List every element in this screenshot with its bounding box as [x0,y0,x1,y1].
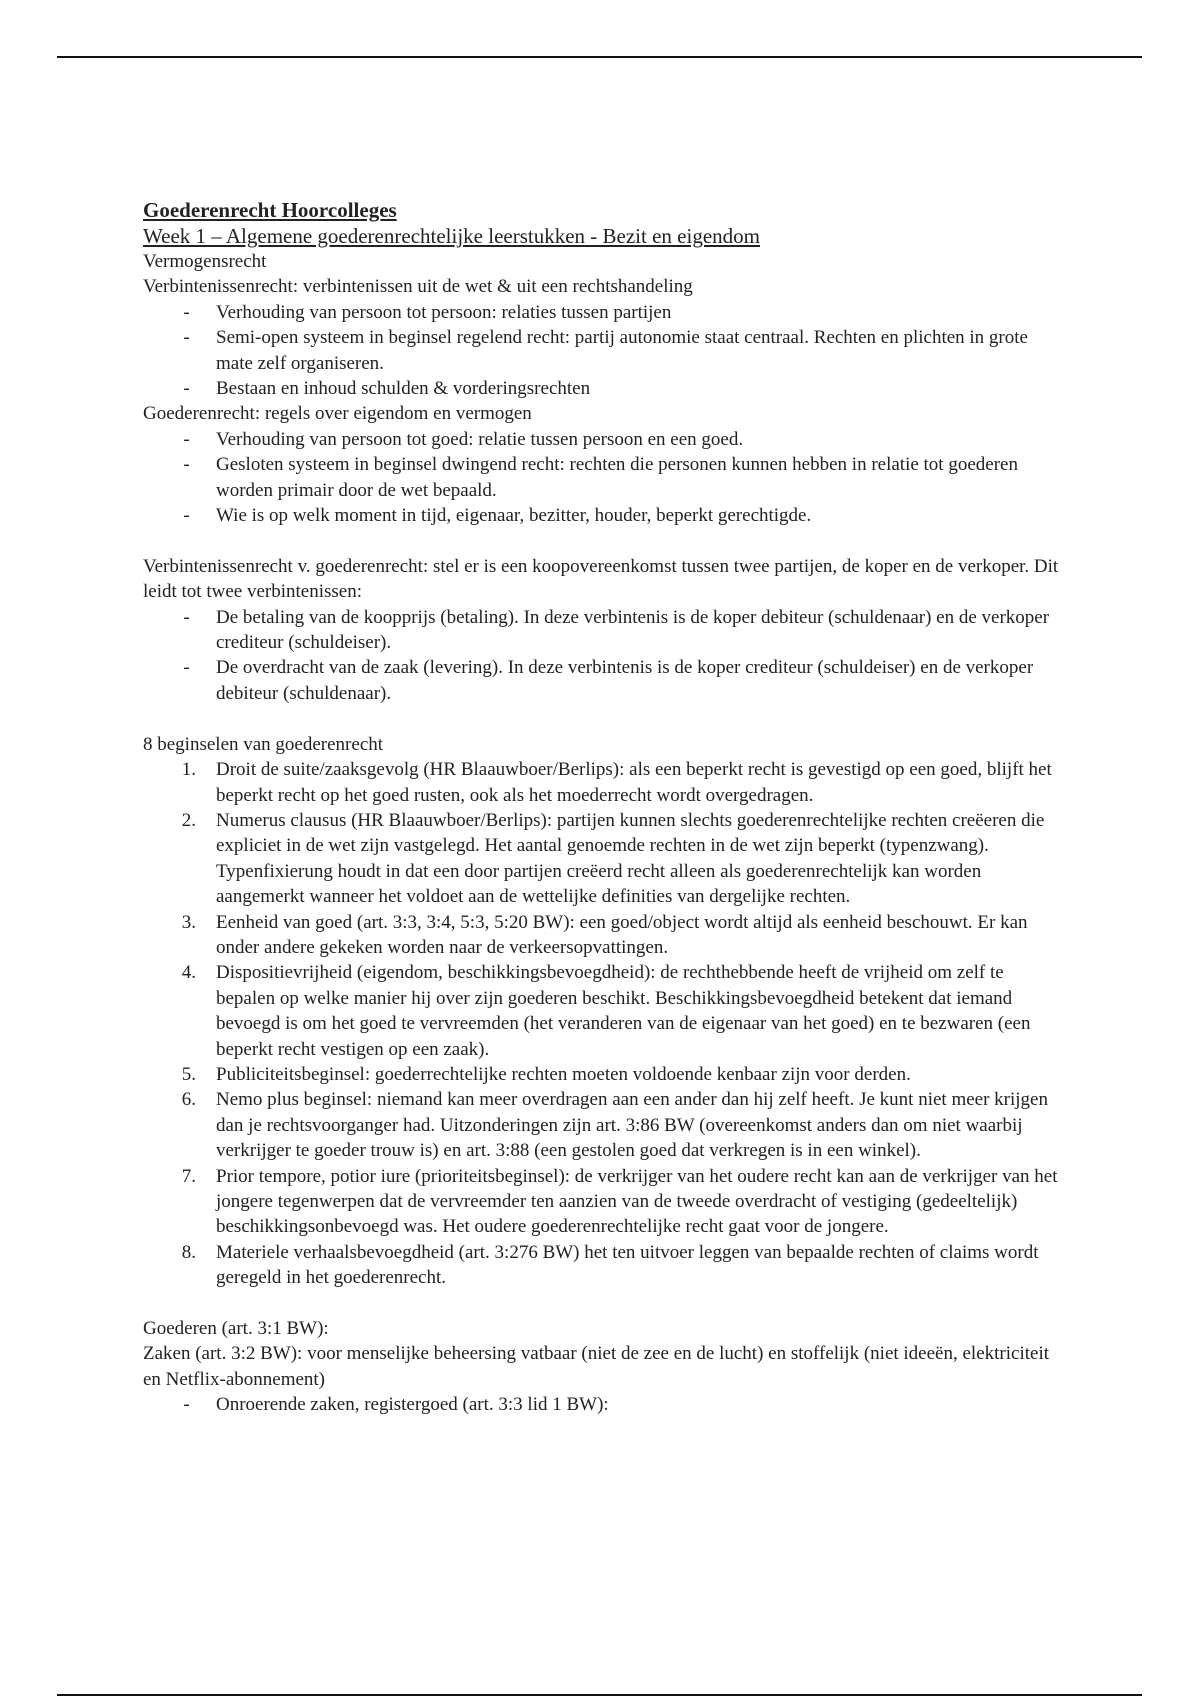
list-item: - Wie is op welk moment in tijd, eigenaar, bezitter, houder, beperkt gerechtigde. [143,503,1063,528]
list-item: 5. Publiciteitsbeginsel: goederrechtelijke rechten moeten voldoende kenbaar zijn voor derden. [143,1062,1063,1087]
list-item: - Onroerende zaken, registergoed (art. 3:3 lid 1 BW): [143,1392,1063,1417]
goederenrecht-heading: Goederenrecht: regels over eigendom en vermogen [143,403,532,425]
beginselen-heading: 8 beginselen van goederenrecht [143,733,384,755]
list-number: 8. [181,1241,196,1263]
spacer [143,1291,1063,1316]
bullet-dash: - [183,428,190,450]
vergelijking-paragraph: Verbintenissenrecht v. goederenrecht: stel er is een koopovereenkomst tussen twee partijen, de koper en de verkoper. Dit leidt tot twee verbintenissen: [143,555,1059,603]
list-number: 7. [181,1165,196,1187]
list-item: 2. Numerus clausus (HR Blaauwboer/Berlips): partijen kunnen slechts goederenrechtelijke rechten creëeren die expliciet in de wet zijn vastgelegd. Het aantal genoemde rechten in de wet zijn beperkt (typenzwang). Typenfixierung houdt in dat een door partijen creëerd recht alleen als goederenrechtelijk kan worden aangemerkt wanneer het voldoet aan de wettelijke definities van dergelijke rechten. [143,808,1063,910]
list-number: 1. [181,759,196,781]
bullet-dash: - [183,1394,190,1416]
verbintenissenrecht-list [143,300,1063,402]
zaken-line: Zaken (art. 3:2 BW): voor menselijke beheersing vatbaar (niet de zee en de lucht) en stoffelijk (niet ideeën, elektriciteit en Netflix-abonnement) [143,1343,1049,1390]
section-intro: Vermogensrecht [143,251,267,272]
list-number: 3. [181,911,196,933]
zaken-list [143,1392,1063,1417]
list-item: 1. Droit de suite/zaaksgevolg (HR Blaauwboer/Berlips): als een beperkt recht is gevestigd op een goed, blijft het beperkt recht op het goed rusten, ook als het moederrecht wordt overgedragen. [143,757,1063,808]
document-body [143,197,1063,1418]
list-item: - Verhouding van persoon tot persoon: relaties tussen partijen [143,300,1063,325]
list-number: 5. [181,1063,196,1085]
vergelijking-list [143,605,1063,707]
bullet-dash: - [183,301,190,323]
header-rule [57,56,1142,58]
bullet-dash: - [183,657,190,679]
beginselen-list [143,757,1063,1291]
spacer [143,706,1063,731]
list-item: 8. Materiele verhaalsbevoegdheid (art. 3:276 BW) het ten uitvoer leggen van bepaalde rechten of claims wordt geregeld in het goederenrecht. [143,1240,1063,1291]
bullet-dash: - [183,454,190,476]
document-subtitle: Week 1 – Algemene goederenrechtelijke leerstukken - Bezit en eigendom [143,224,760,248]
document-title: Goederenrecht Hoorcolleges [143,198,397,222]
goederenrecht-list [143,427,1063,529]
footer-rule [57,1694,1142,1696]
list-item: - De betaling van de koopprijs (betaling). In deze verbintenis is de koper debiteur (schuldenaar) en de verkoper crediteur (schuldeiser). [143,605,1063,656]
bullet-dash: - [183,606,190,628]
list-item: - Semi-open systeem in beginsel regelend recht: partij autonomie staat centraal. Rechten en plichten in grote mate zelf organiseren. [143,325,1063,376]
list-item: 4. Dispositievrijheid (eigendom, beschikkingsbevoegdheid): de rechthebbende heeft de vrijheid om zelf te bepalen op welke manier hij over zijn goederen beschikt. Beschikkingsbevoegdheid betekent dat iemand bevoegd is om het goed te vervreemden (het veranderen van de eigenaar van het goed) en te bezwaren (een beperkt recht vestigen op een zaak). [143,960,1063,1062]
list-item: - Gesloten systeem in beginsel dwingend recht: rechten die personen kunnen hebben in relatie tot goederen worden primair door de wet bepaald. [143,452,1063,503]
spacer [143,528,1063,553]
list-item: 3. Eenheid van goed (art. 3:3, 3:4, 5:3, 5:20 BW): een goed/object wordt altijd als eenheid beschouwt. Er kan onder andere gekeken worden naar de verkeersopvattingen. [143,910,1063,961]
list-item: - Verhouding van persoon tot goed: relatie tussen persoon en een goed. [143,427,1063,452]
list-number: 6. [181,1089,196,1111]
bullet-dash: - [183,327,190,349]
bullet-dash: - [183,378,190,400]
list-number: 4. [181,962,196,984]
list-item: 6. Nemo plus beginsel: niemand kan meer overdragen aan een ander dan hij zelf heeft. Je kunt niet meer krijgen dan je rechtsvoorganger had. Uitzonderingen zijn art. 3:86 BW (overeenkomst anders dan om niet waarbij verkrijger te goeder trouw is) en art. 3:88 (een gestolen goed dat verkregen is in een winkel). [143,1087,1063,1163]
verbintenissenrecht-heading: Verbintenissenrecht: verbintenissen uit de wet & uit een rechtshandeling [143,276,693,298]
list-item: - Bestaan en inhoud schulden & vorderingsrechten [143,376,1063,401]
list-number: 2. [181,809,196,831]
list-item: 7. Prior tempore, potior iure (prioriteitsbeginsel): de verkrijger van het oudere recht kan aan de verkrijger van het jongere tegenwerpen dat de vervreemder ten aanzien van de tweede overdracht of vestiging (gedeeltelijk) beschikkingsonbevoegd was. Het oudere goederenrechtelijke recht gaat voor de jongere. [143,1164,1063,1240]
goederen-line: Goederen (art. 3:1 BW): [143,1318,329,1340]
bullet-dash: - [183,505,190,527]
list-item: - De overdracht van de zaak (levering). In deze verbintenis is de koper crediteur (schuldeiser) en de verkoper debiteur (schuldenaar). [143,655,1063,706]
